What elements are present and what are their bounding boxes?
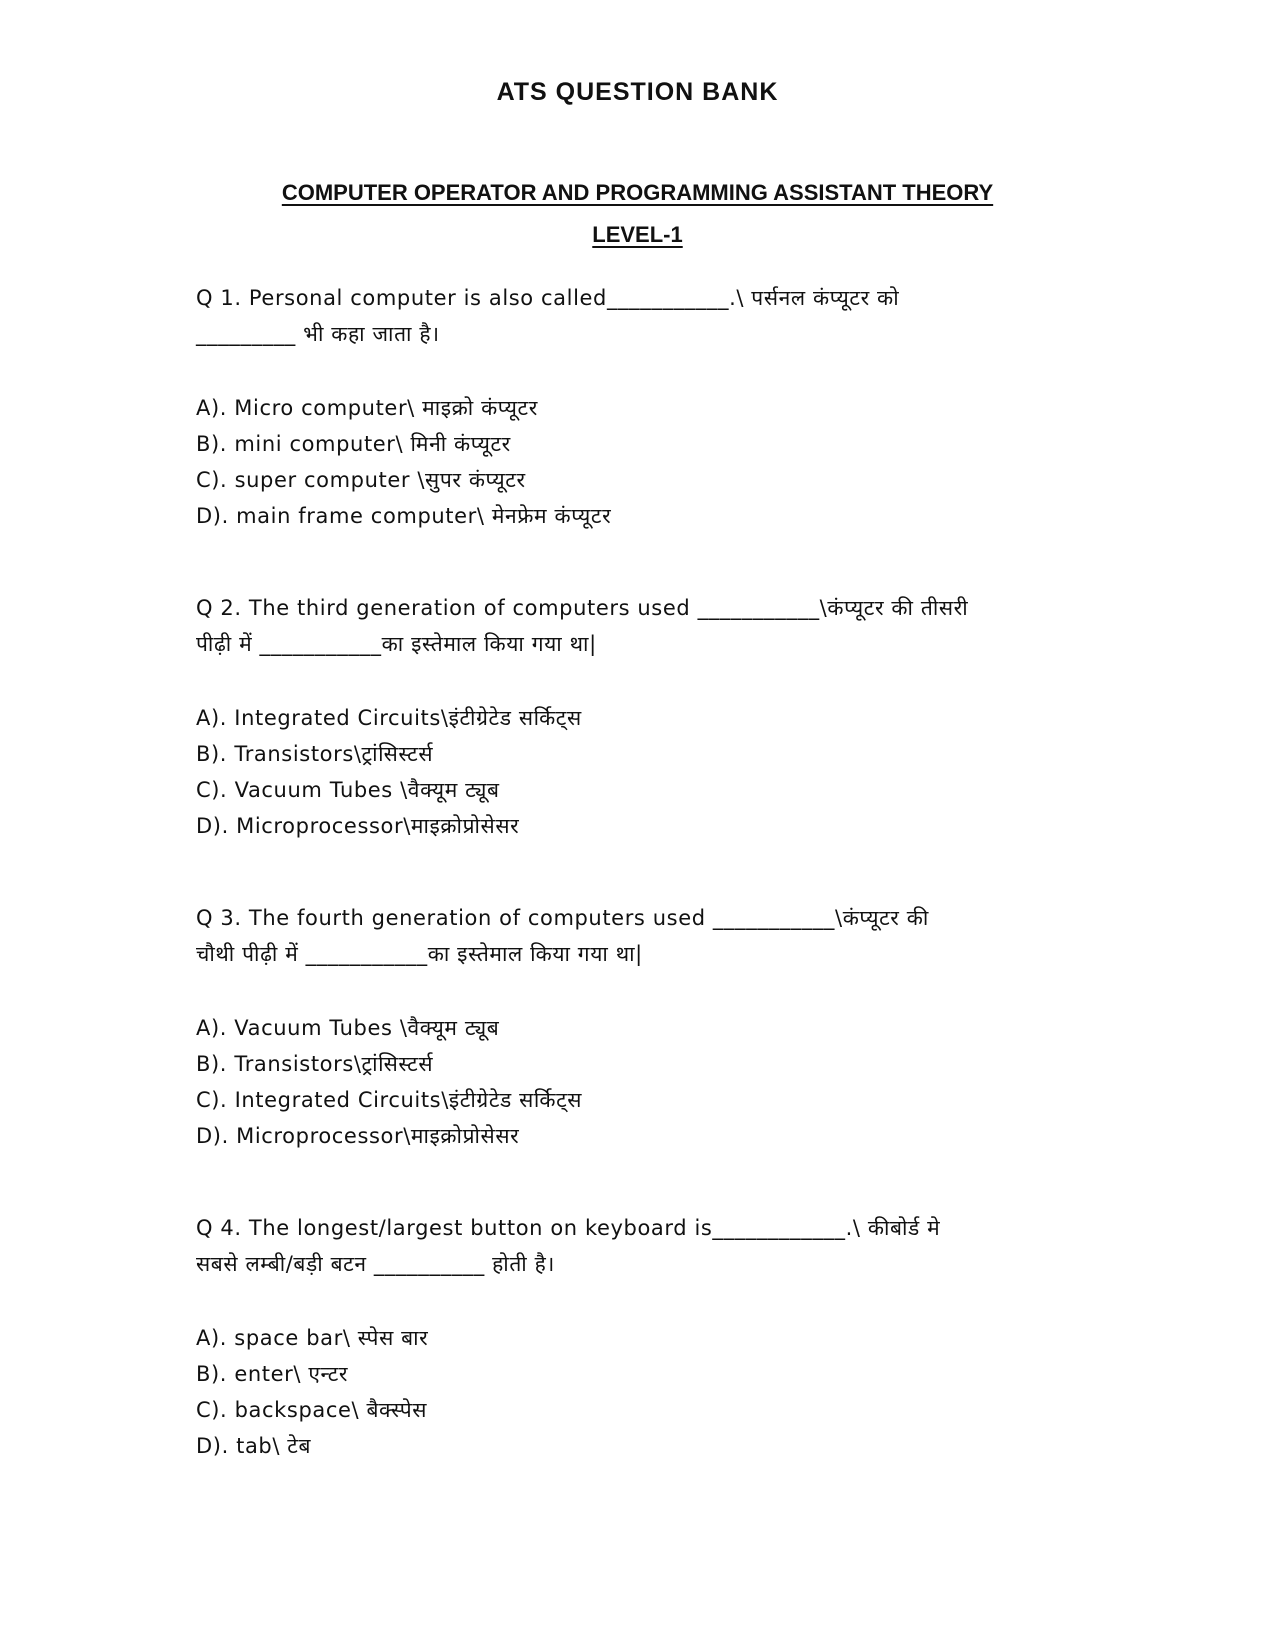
question-text-line: Q 3. The fourth generation of computers used ___________\कंप्यूटर की [196, 906, 929, 930]
option-d: D). Microprocessor\माइक्रोप्रोसेसर [196, 1124, 520, 1148]
option-a: A). space bar\ स्पेस बार [196, 1326, 429, 1350]
question-text [196, 900, 1076, 972]
question-text-line: Q 4. The longest/largest button on keyboard is____________.\ कीबोर्ड मे [196, 1216, 941, 1240]
option-b: B). mini computer\ मिनी कंप्यूटर [196, 432, 511, 456]
option-a: A). Vacuum Tubes \वैक्यूम ट्यूब [196, 1016, 500, 1040]
option-c: C). Integrated Circuits\इंटीग्रेटेड सर्किट्स [196, 1088, 583, 1112]
question-text-line: पीढ़ी में ___________का इस्तेमाल किया गया था| [196, 632, 597, 656]
option-c: C). Vacuum Tubes \वैक्यूम ट्यूब [196, 778, 500, 802]
question-text-line: _________ भी कहा जाता है। [196, 322, 440, 346]
question-text [196, 590, 1076, 662]
option-b: B). Transistors\ट्रांसिस्टर्स [196, 742, 434, 766]
question-text-line: Q 1. Personal computer is also called___________.\ पर्सनल कंप्यूटर को [196, 286, 900, 310]
page-title: ATS QUESTION BANK [496, 78, 779, 106]
option-a: A). Integrated Circuits\इंटीग्रेटेड सर्किट्स [196, 706, 582, 730]
option-a: A). Micro computer\ माइक्रो कंप्यूटर [196, 396, 538, 420]
option-d: D). tab\ टेब [196, 1434, 312, 1458]
option-c: C). super computer \सुपर कंप्यूटर [196, 468, 526, 492]
question-text [196, 280, 1076, 352]
option-list [196, 700, 1076, 844]
option-d: D). main frame computer\ मेनफ्रेम कंप्यूटर [196, 504, 612, 528]
question-1 [196, 280, 1076, 534]
question-text-line: चौथी पीढ़ी में ___________का इस्तेमाल किया गया था| [196, 942, 643, 966]
subject-heading-text: COMPUTER OPERATOR AND PROGRAMMING ASSISTANT THEORY [281, 180, 994, 205]
question-text-line: सबसे लम्बी/बड़ी बटन __________ होती है। [196, 1252, 555, 1276]
option-list [196, 390, 1076, 534]
option-b: B). enter\ एन्टर [196, 1362, 349, 1386]
question-2 [196, 590, 1076, 844]
level-heading-text: LEVEL-1 [592, 222, 683, 247]
option-list [196, 1320, 1076, 1464]
question-text-line: Q 2. The third generation of computers used ___________\कंप्यूटर की तीसरी [196, 596, 969, 620]
question-3 [196, 900, 1076, 1154]
subject-heading [0, 180, 1275, 206]
level-heading [0, 222, 1275, 248]
option-d: D). Microprocessor\माइक्रोप्रोसेसर [196, 814, 520, 838]
question-4 [196, 1210, 1076, 1464]
option-b: B). Transistors\ट्रांसिस्टर्स [196, 1052, 434, 1076]
option-c: C). backspace\ बैक्स्पेस [196, 1398, 428, 1422]
option-list [196, 1010, 1076, 1154]
question-text [196, 1210, 1076, 1282]
